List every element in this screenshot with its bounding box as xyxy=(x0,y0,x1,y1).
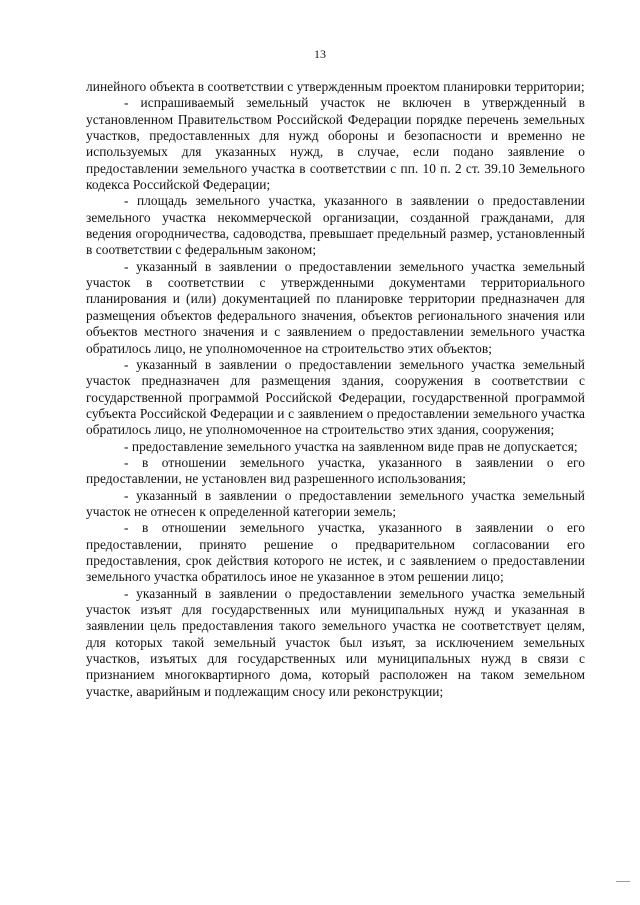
paragraph-item: - в отношении земельного участка, указанного в заявлении о его предоставлении, не установлен вид разрешенного использования; xyxy=(86,454,585,487)
page-number: 13 xyxy=(314,47,326,61)
paragraph-item: - указанный в заявлении о предоставлении земельного участка земельный участок в соответствии с утвержденными документами территориального планирования и (или) документацией по планировке территории предназначен для размещения объектов федерального значения, объектов регионального значения или объектов местного значения и с заявлением о предоставлении земельного участка обратилось лицо, не уполномоченное на строительство этих объектов; xyxy=(86,258,585,356)
paragraph-item: - указанный в заявлении о предоставлении земельного участка земельный участок предназначен для размещения здания, сооружения в соответствии с государственной программой Российской Федерации, государственной программой субъекта Российской Федерации и с заявлением о предоставлении земельного участка обратилось лицо, не уполномоченное на строительство этих здания, сооружения; xyxy=(86,356,585,438)
paragraph-item: - указанный в заявлении о предоставлении земельного участка земельный участок не отнесен к определенной категории земель; xyxy=(86,487,585,519)
paragraph-item: - площадь земельного участка, указанного в заявлении о предоставлении земельного участка некоммерческой организации, созданной гражданами, для ведения огородничества, садоводства, превышает предельный размер, установленный в соответствии с федеральным законом; xyxy=(86,193,585,258)
paragraph-item: - в отношении земельного участка, указанного в заявлении о его предоставлении, принято решение о предварительном согласовании его предоставления, срок действия которого не истек, и с заявлением о предоставлении земельного участка обратилось иное не указанное в этом решении лицо; xyxy=(86,520,585,585)
paragraph-item: - указанный в заявлении о предоставлении земельного участка земельный участок изъят для государственных или муниципальных нужд и указанная в заявлении цель предоставления такого земельного участка не соответствует целям, для которых такой земельный участок был изъят, за исключением земельных участков, изъятых для государственных или муниципальных нужд в связи с признанием многоквартирного дома, который расположен на таком земельном участке, аварийным и подлежащим сносу или реконструкции; xyxy=(86,585,585,699)
paragraph-item: - предоставление земельного участка на заявленном виде прав не допускается; xyxy=(124,438,578,454)
paragraph-item: - испрашиваемый земельный участок не включен в утвержденный в установленном Правительством Российской Федерации порядке перечень земельных участков, предоставленных для нужд обороны и безопасности и временно не используемых для указанных нужд, в случае, если подано заявление о предоставлении земельного участка в соответствии с пп. 10 п. 2 ст. 39.10 Земельного кодекса Российской Федерации; xyxy=(86,95,585,193)
document-body xyxy=(86,79,585,700)
paragraph-continuation: линейного объекта в соответствии с утвержденным проектом планировки территории; xyxy=(86,79,585,94)
scan-edge-mark xyxy=(616,881,630,882)
